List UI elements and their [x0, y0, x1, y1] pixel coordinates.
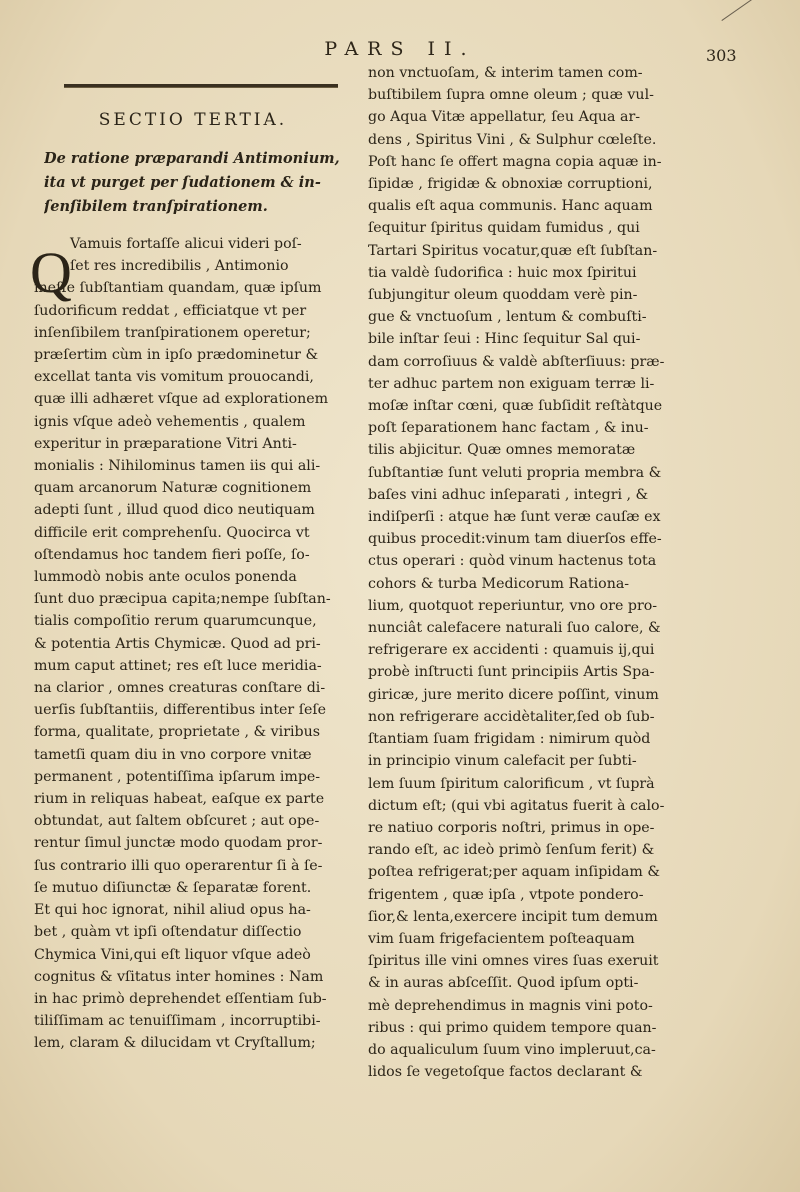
drop-cap: Q: [30, 240, 72, 305]
text-line: excellat tanta vis vomitum prouocandi,: [34, 369, 314, 386]
text-line: Chymica Vini,qui eſt liquor vſque adeò: [34, 946, 311, 963]
text-line: poſtea refrigerat;per aquam inſipidam &: [368, 864, 660, 881]
text-line: qualis eſt aqua communis. Hanc aquam: [368, 198, 653, 215]
text-line: indiſperſi : atque hæ ſunt veræ cauſæ ex: [368, 509, 661, 526]
text-line: buſtibilem ſupra omne oleum ; quæ vul-: [368, 87, 654, 104]
text-line: oſtendamus hoc tandem fieri poſſe, ſo-: [34, 546, 310, 563]
text-line: & potentia Artis Chymicæ. Quod ad pri-: [34, 635, 321, 652]
text-line: refrigerare ex accidenti : quamuis ij,qui: [368, 642, 655, 659]
text-line: lem, claram & dilucidam vt Cryſtallum;: [34, 1035, 316, 1052]
text-line: re natiuo corporis noſtri, primus in ope-: [368, 819, 655, 836]
text-line: cohors & turba Medicorum Rationa-: [368, 575, 630, 592]
text-line: bet , quàm vt ipſi oſtendatur diſſectio: [34, 924, 302, 941]
text-line: in hac primò deprehendet eſſentiam ſub-: [34, 990, 327, 1007]
text-line: poſt ſeparationem hanc factam , & inu-: [368, 420, 649, 437]
text-line: go Aqua Vitæ appellatur, ſeu Aqua ar-: [368, 109, 641, 126]
text-line: na clarior , omnes creaturas conſtare di-: [34, 680, 326, 697]
text-line: Poſt hanc ſe offert magna copia aquæ in-: [368, 153, 662, 170]
text-line: baſes vini adhuc inſeparati , integri , &: [368, 486, 649, 503]
text-line: & in auras abſceſſit. Quod ipſum opti-: [368, 975, 639, 992]
text-line: ſunt duo præcipua capita;nempe ſubſtan-: [34, 591, 331, 608]
text-line: quæ illi adhæret vſque ad explorationem: [34, 391, 329, 408]
section-rule: [64, 84, 338, 88]
text-line: do aqualiculum ſuum vino impleruut,ca-: [368, 1041, 656, 1058]
text-line: ſubjungitur oleum quoddam verè pin-: [368, 287, 638, 304]
page-number: 303: [706, 46, 737, 65]
text-line: ineſſe ſubſtantiam quandam, quæ ipſum: [34, 280, 322, 297]
text-line: lem ſuum ſpiritum calorificum , vt ſuprà: [368, 775, 655, 792]
page-corner-mark: [710, 0, 755, 21]
text-line: dens , Spiritus Vini , & Sulphur cœleſte.: [368, 131, 657, 148]
text-line: nunciât calefacere naturali ſuo calore, &: [368, 620, 661, 637]
text-line: ignis vſque adeò vehementis , qualem: [34, 413, 306, 430]
text-line: præſertim cùm in ipſo prædominetur &: [34, 347, 319, 364]
text-line: rando eſt, ac ideò primò ſenſum ferit) &: [368, 842, 655, 859]
text-line: cognitus & vſitatus inter homines : Nam: [34, 968, 324, 985]
text-line: ctus operari : quòd vinum hactenus tota: [368, 553, 657, 570]
text-line: ſtantiam ſuam frigidam : nimirum quòd: [368, 731, 651, 748]
text-line: tialis compoſitio rerum quarumcunque,: [34, 613, 317, 630]
text-line: vim ſuam frigefacientem poſteaquam: [368, 930, 635, 947]
text-line: difficile erit comprehenſu. Quocirca vt: [34, 524, 310, 541]
subtitle-line: ſenſibilem tranſpirationem.: [44, 198, 268, 215]
text-line: forma, qualitate, proprietate , & viribus: [34, 724, 321, 741]
subtitle-line: ita vt purget per ſudationem & in-: [44, 174, 321, 191]
text-line: frigentem , quæ ipſa , vtpote pondero-: [368, 886, 644, 903]
text-line: ter adhuc partem non exiguam terræ li-: [368, 375, 655, 392]
text-line: non refrigerare accidètaliter,ſed ob ſub-: [368, 708, 655, 725]
text-line: tiliſſimam ac tenuiſſimam , incorruptibi-: [34, 1013, 321, 1030]
text-line: dam corroſiuus & valdè abſterſiuus: præ-: [368, 353, 665, 370]
text-line: dictum eſt; (qui vbi agitatus fuerit à calo-: [368, 797, 665, 814]
text-line: moſæ inſtar cœni, quæ ſubſidit reſtàtque: [368, 398, 663, 415]
text-line: ſior,& lenta,exercere incipit tum demum: [368, 908, 658, 925]
left-body-text: [30, 233, 352, 1055]
text-line: ſipidæ , frigidæ & obnoxiæ corruptioni,: [368, 176, 653, 193]
text-line: experitur in præparatione Vitri Anti-: [34, 435, 297, 452]
text-line: non vnctuoſam, & interim tamen com-: [368, 65, 643, 81]
section-title: SECTIO TERTIA.: [98, 110, 288, 130]
text-line: Et qui hoc ignorat, nihil aliud opus ha-: [34, 902, 311, 919]
text-line: monialis : Nihilominus tamen iis qui ali-: [34, 458, 321, 475]
text-line: lium, quotquot reperiuntur, vno ore pro-: [368, 597, 658, 614]
text-line: rentur ſimul junctæ modo quodam pror-: [34, 835, 323, 852]
text-line: tametſi quam diu in vno corpore vnitæ: [34, 746, 312, 763]
text-line: quam arcanorum Naturæ cognitionem: [34, 480, 312, 497]
text-line: ſpiritus ille vini omnes vires ſuas exeruit: [368, 953, 659, 970]
text-line: tia valdè ſudorifica : huic mox ſpiritui: [368, 264, 637, 281]
right-column: [368, 62, 718, 1083]
text-line: bile inſtar ſeui : Hinc ſequitur Sal qui-: [368, 331, 641, 348]
text-line: ſus contrario illi quo operarentur ſi à ſe-: [34, 857, 323, 874]
text-line: adepti ſunt , illud quod dico neutiquam: [34, 502, 315, 519]
text-line: ribus : qui primo quidem tempore quan-: [368, 1019, 657, 1036]
text-line: giricæ, jure merito dicere poſſint, vinum: [368, 686, 659, 703]
text-line: tilis abjicitur. Quæ omnes memoratæ: [368, 442, 636, 459]
text-line: ſequitur ſpiritus quidam fumidus , qui: [368, 220, 640, 237]
text-line: ſubſtantiæ ſunt veluti propria membra &: [368, 464, 662, 481]
text-line: in principio vinum calefacit per ſubti-: [368, 753, 637, 770]
text-line: mum caput attinet; res eſt luce meridia-: [34, 657, 322, 674]
text-line: ſudorificum reddat , efficiatque vt per: [34, 302, 307, 319]
text-line: permanent , potentiſſima ipſarum impe-: [34, 768, 321, 785]
text-line: quibus procedit:vinum tam diuerſos effe-: [368, 531, 662, 548]
text-line: lidos ſe vegetoſque factos declarant &: [368, 1064, 643, 1081]
section-subtitle: [34, 147, 352, 219]
text-line: Vamuis fortaſſe alicui videri poſ-: [70, 236, 302, 252]
text-line: mè deprehendimus in magnis vini poto-: [368, 997, 653, 1014]
text-line: Tartari Spiritus vocatur,quæ eſt ſubſtan-: [368, 242, 658, 259]
text-line: inſenſibilem tranſpirationem operetur;: [34, 324, 311, 341]
text-line: gue & vnctuoſum , lentum & combuſti-: [368, 309, 647, 326]
running-head: PARS II.: [324, 38, 476, 60]
text-line: probè inſtructi ſunt principiis Artis Spa-: [368, 664, 655, 681]
text-line: lummodò nobis ante oculos ponenda: [34, 569, 297, 586]
text-line: ſe mutuo diſiunctæ & ſeparatæ forent.: [34, 879, 312, 896]
left-column: [30, 82, 352, 1055]
text-line: obtundat, aut ſaltem obſcuret ; aut ope-: [34, 813, 320, 830]
text-line: uerſis ſubſtantiis, differentibus inter ſeſe: [34, 702, 327, 719]
subtitle-line: De ratione præparandi Antimonium,: [44, 150, 340, 167]
text-line: ſet res incredibilis , Antimonio: [70, 258, 289, 275]
text-line: rium in reliquas habeat, eaſque ex parte: [34, 791, 325, 808]
